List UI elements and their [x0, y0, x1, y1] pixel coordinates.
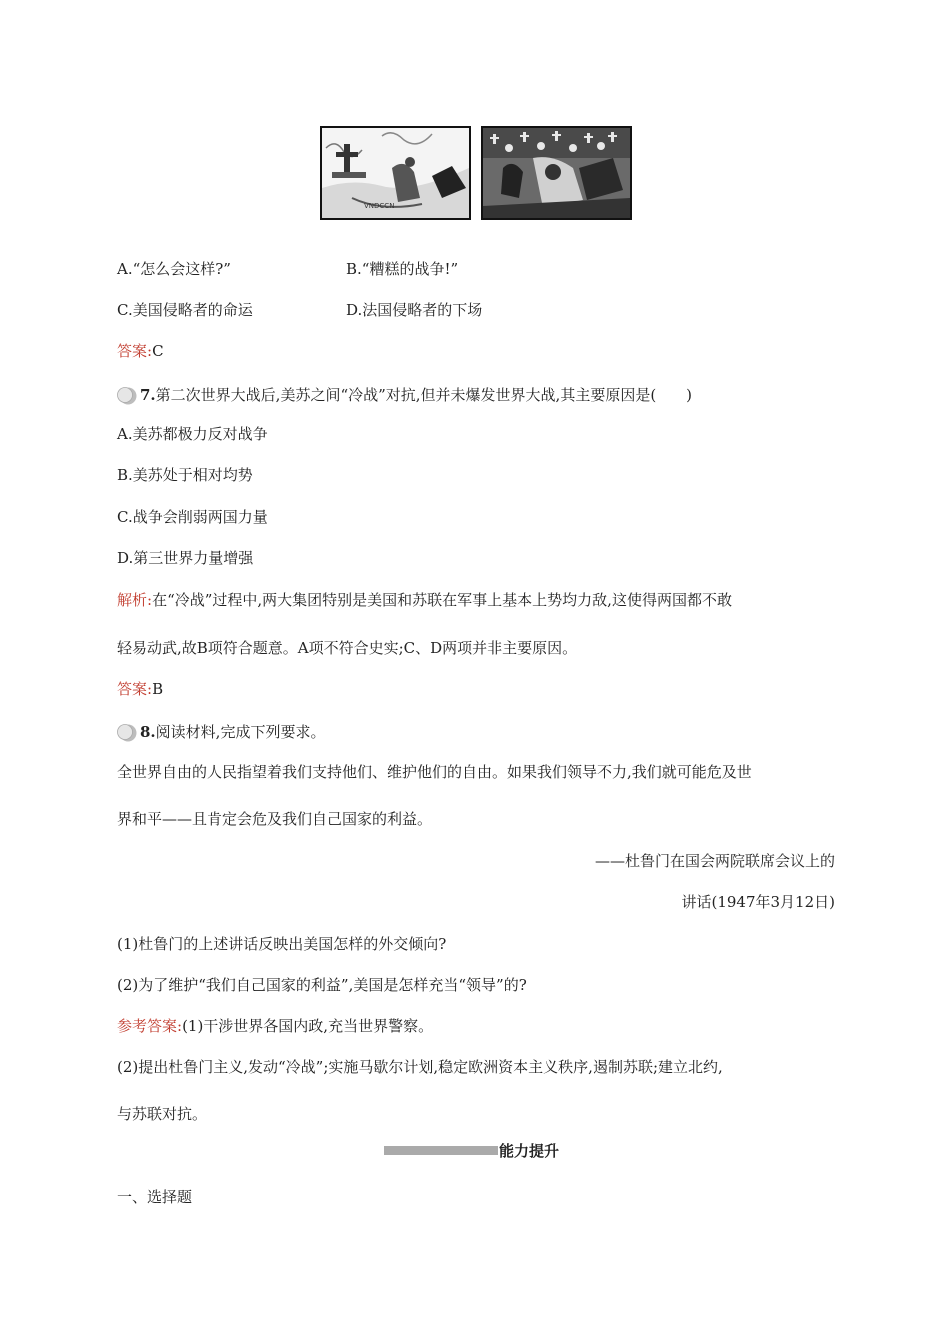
q8-reference-answer [117, 1016, 433, 1036]
q6-option-c: C.美国侵略者的命运 [117, 301, 253, 319]
question-number: 8. [140, 723, 156, 741]
q6-option-b: B.“糟糕的战争!” [346, 260, 459, 278]
q6-answer [117, 341, 164, 361]
answer-value: C [152, 342, 164, 360]
cartoon-left [320, 126, 471, 220]
cartoon-tombstone-scene-icon [322, 128, 469, 218]
section-subtitle: 一、选择题 [117, 1188, 193, 1206]
q7-answer [117, 679, 163, 699]
q8-stem [114, 722, 325, 743]
analysis-label: 解析: [117, 591, 153, 609]
q6-option-a: A.“怎么会这样?” [117, 260, 231, 278]
section-title: 能力提升 [499, 1142, 560, 1160]
q8-subquestion-1: (1)杜鲁门的上述讲话反映出美国怎样的外交倾向? [117, 935, 447, 953]
question-number: 7. [140, 386, 156, 404]
q8-material-line1: 全世界自由的人民指望着我们支持他们、维护他们的自由。如果我们领导不力,我们就可能危及世 [117, 763, 752, 781]
section-heading-bar [384, 1146, 498, 1155]
q8-subquestion-2: (2)为了维护“我们自己国家的利益”,美国是怎样充当“领导”的? [117, 976, 527, 994]
q8-source-line1: ——杜鲁门在国会两院联席会议上的 [594, 852, 835, 870]
question-text: 第二次世界大战后,美苏之间“冷战”对抗,但并未爆发世界大战,其主要原因是( ) [155, 386, 693, 404]
q8-material-line2: 界和平——且肯定会危及我们自己国家的利益。 [117, 810, 433, 828]
svg-text:VNDCCN: VNDCCN [364, 202, 395, 210]
question-text: 阅读材料,完成下列要求。 [155, 723, 326, 741]
answer-value: B [152, 680, 164, 698]
reference-answer-label: 参考答案: [117, 1017, 183, 1035]
q7-analysis-line2: 轻易动武,故B项符合题意。A项不符合史实;C、D两项并非主要原因。 [117, 639, 578, 657]
answer-label: 答案: [117, 342, 153, 360]
reference-answer-1: (1)干涉世界各国内政,充当世界警察。 [182, 1017, 434, 1035]
q7-option-a: A.美苏都极力反对战争 [117, 425, 268, 443]
q6-option-d: D.法国侵略者的下场 [346, 301, 483, 319]
q8-source-line2: 讲话(1947年3月12日) [681, 893, 835, 911]
analysis-text-line1: 在“冷战”过程中,两大集团特别是美国和苏联在军事上基本上势均力敌,这使得两国都不敢 [152, 591, 732, 609]
question-marker-icon [114, 386, 138, 406]
q7-option-d: D.第三世界力量增强 [117, 549, 254, 567]
question-marker-icon [114, 723, 138, 743]
q7-stem [114, 385, 692, 406]
q7-option-b: B.美苏处于相对均势 [117, 466, 253, 484]
cartoon-graveyard-scene-icon [483, 128, 630, 218]
q7-analysis [117, 590, 732, 610]
q8-reference-answer-2-line2: 与苏联对抗。 [117, 1105, 208, 1123]
answer-label: 答案: [117, 680, 153, 698]
q8-reference-answer-2-line1: (2)提出杜鲁门主义,发动“冷战”;实施马歇尔计划,稳定欧洲资本主义秩序,遏制苏联;建立北约, [117, 1058, 723, 1076]
q7-option-c: C.战争会削弱两国力量 [117, 508, 268, 526]
cartoon-right [481, 126, 632, 220]
